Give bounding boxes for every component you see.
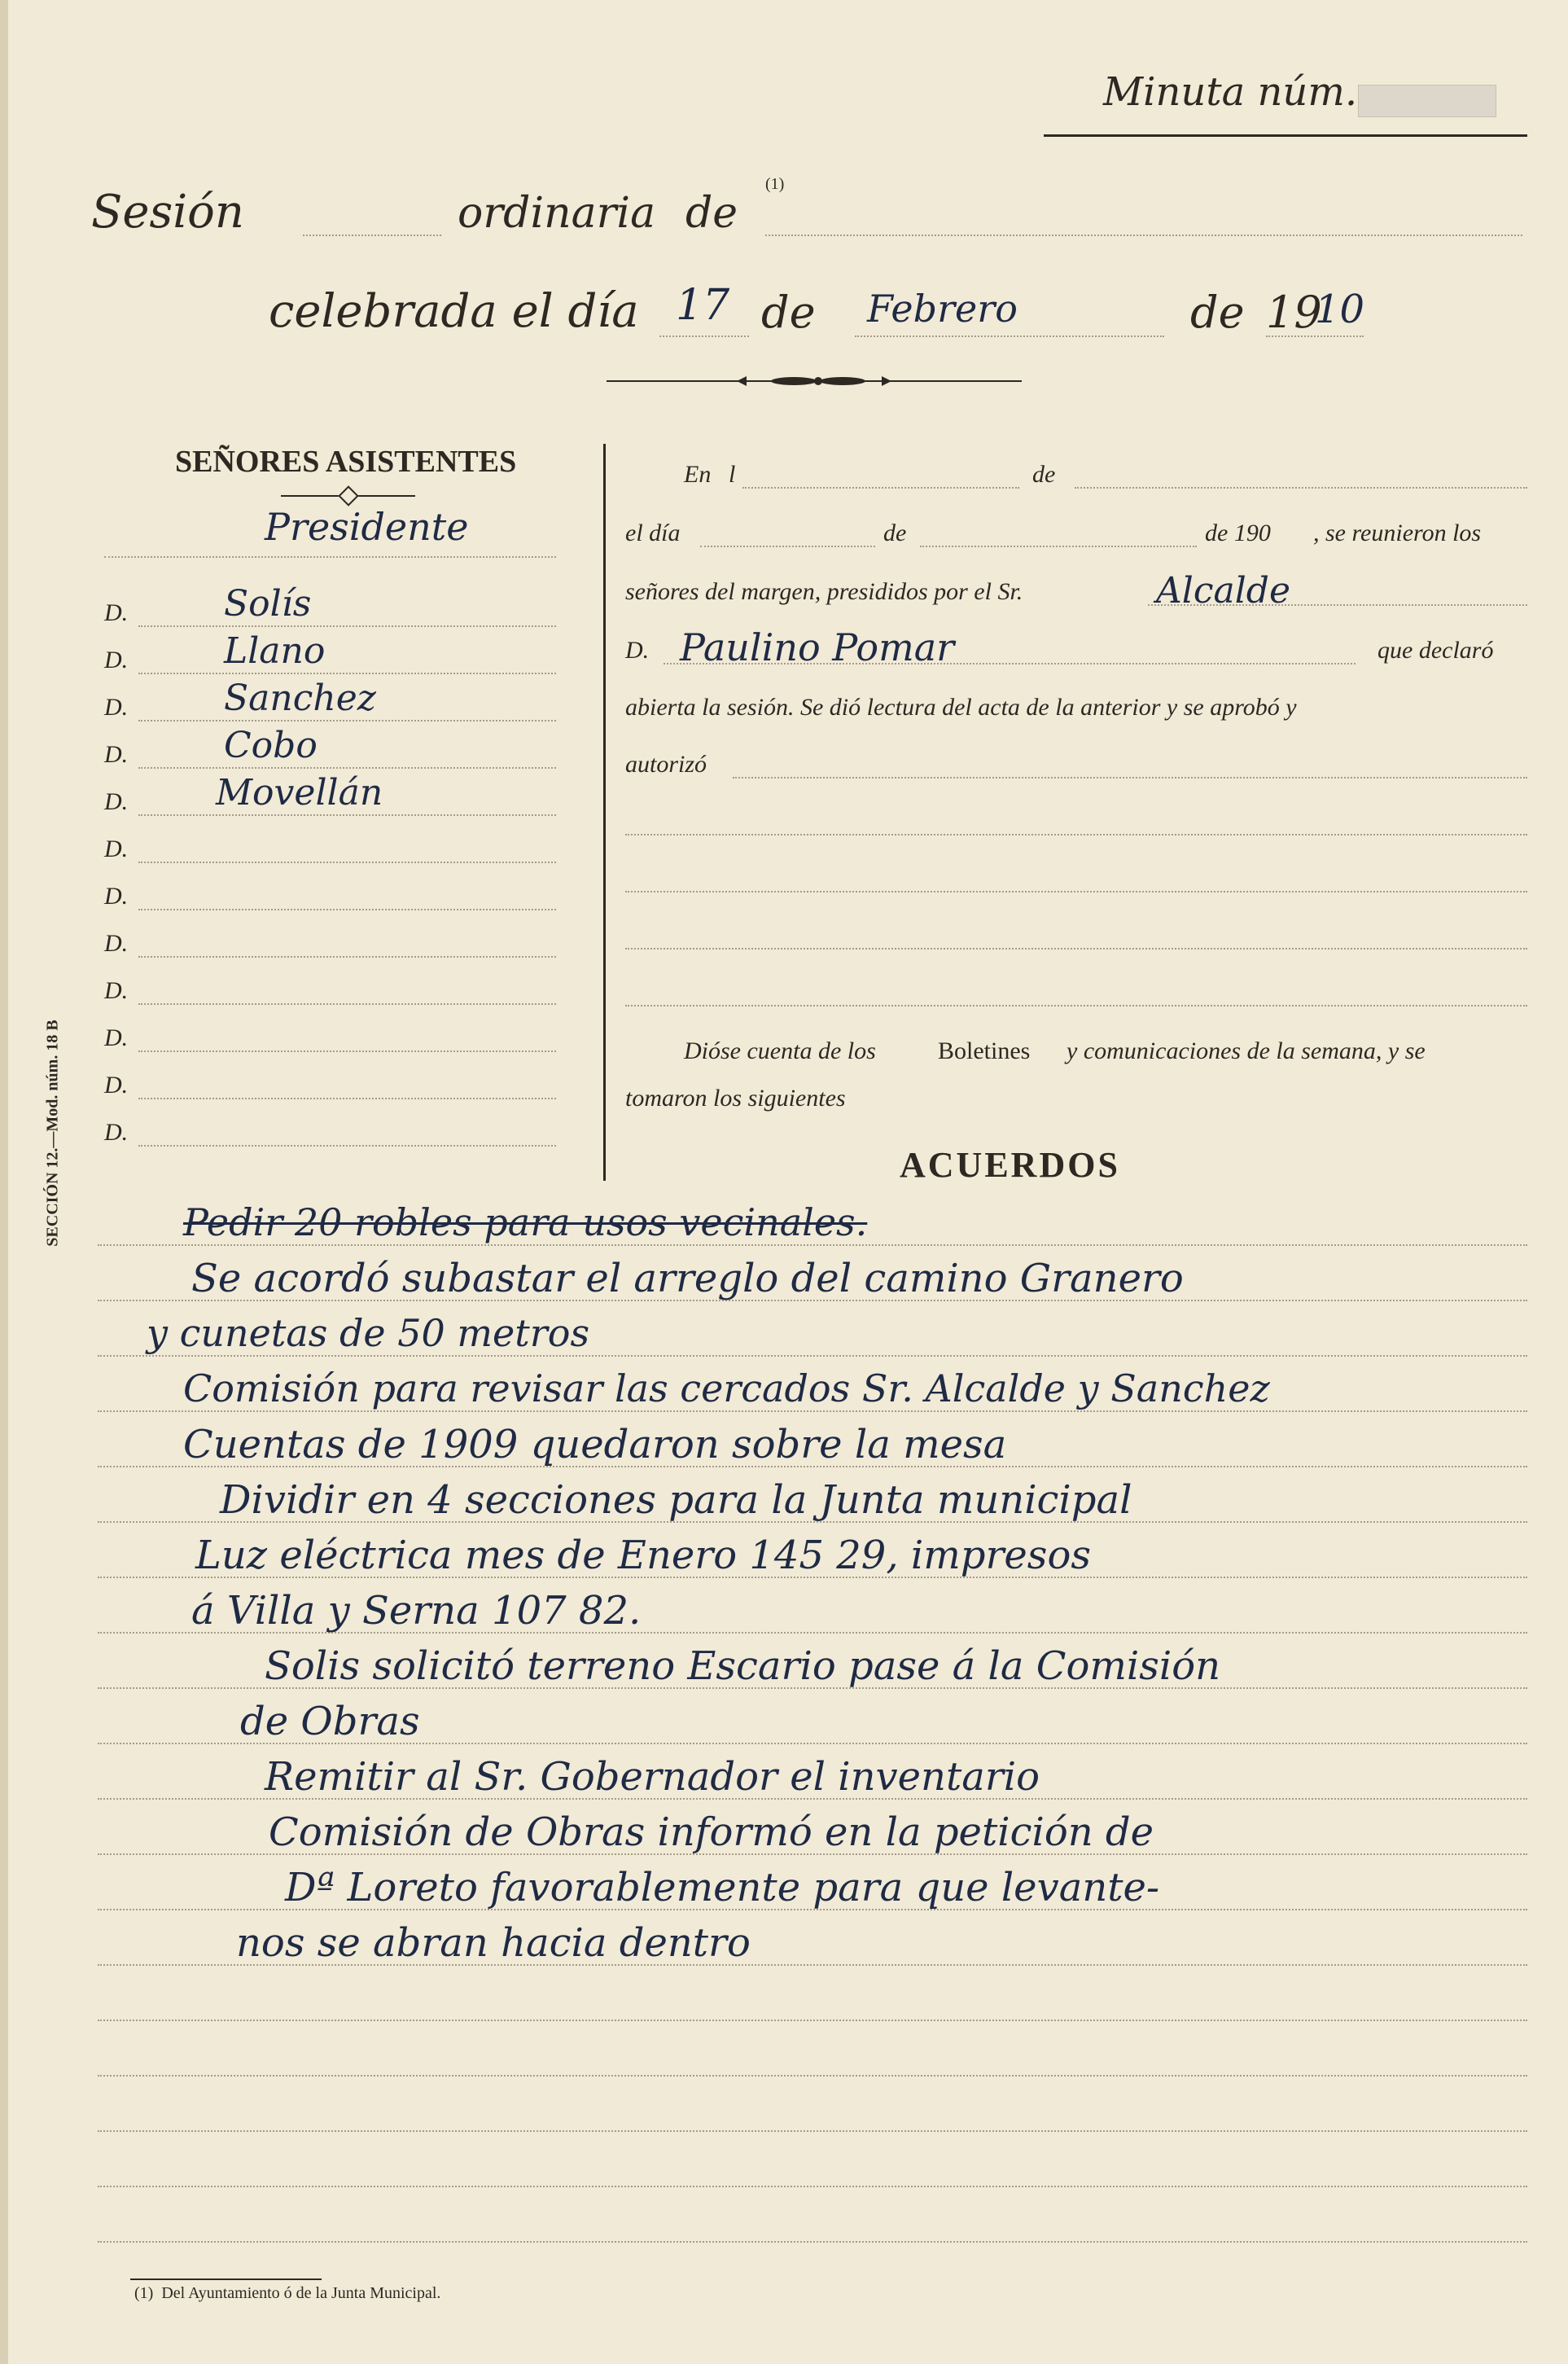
asistente-rule xyxy=(138,1003,556,1005)
acta-rule xyxy=(733,777,1527,778)
acuerdo-line: Se acordó subastar el arreglo del camino Granero xyxy=(191,1256,1184,1301)
acuerdos-rule xyxy=(98,1355,1527,1357)
asistente-rule xyxy=(138,1145,556,1147)
acta-rule xyxy=(920,546,1197,547)
acta-boletines: Boletines xyxy=(938,1037,1031,1064)
acuerdos-heading: ACUERDOS xyxy=(900,1145,1120,1185)
presidente-label: Presidente xyxy=(265,505,469,549)
acta-senores-line: señores del margen, presididos por el Sr. xyxy=(625,578,1023,605)
title-month: Febrero xyxy=(867,287,1018,331)
asistente-rule xyxy=(138,1050,556,1052)
asistente-d-label: D. xyxy=(104,1072,129,1099)
acuerdo-line: nos se abran hacia dentro xyxy=(236,1920,751,1966)
acta-presidente-cargo: Alcalde xyxy=(1156,570,1290,612)
asistente-d-label: D. xyxy=(104,836,129,862)
page-left-edge xyxy=(0,0,8,2364)
title-month-rule xyxy=(855,336,1164,337)
acuerdo-line: á Villa y Serna 107 82. xyxy=(191,1588,642,1634)
acuerdo-line: Solis solicitó terreno Escario pase á la Comisión xyxy=(265,1643,1221,1689)
acta-d-label: D. xyxy=(625,637,650,664)
title-year-prefix: 19 xyxy=(1266,287,1322,338)
minuta-label: Minuta núm. xyxy=(1103,69,1358,115)
acta-rule xyxy=(625,1005,1527,1007)
acta-rule xyxy=(625,891,1527,893)
acuerdo-line: Comisión de Obras informó en la petición de xyxy=(269,1809,1154,1855)
asistente-rule xyxy=(138,862,556,863)
footnote-text: (1) Del Ayuntamiento ó de la Junta Municipal. xyxy=(134,2284,441,2302)
asistente-rule xyxy=(138,1098,556,1099)
title-de-2: de xyxy=(761,287,816,338)
asistente-name: Llano xyxy=(224,630,326,672)
acta-rule xyxy=(625,948,1527,950)
asistente-d-label: D. xyxy=(104,977,129,1004)
asistente-rule xyxy=(138,814,556,816)
title-day: 17 xyxy=(676,281,730,330)
asistente-rule xyxy=(138,956,556,958)
acta-reunieron: , se reunieron los xyxy=(1313,520,1482,546)
asistente-d-label: D. xyxy=(104,1024,129,1051)
acuerdo-line: Dª Loreto favorablemente para que levante- xyxy=(285,1865,1160,1910)
footnote-rule xyxy=(130,2278,322,2280)
acta-rule xyxy=(1075,487,1527,489)
title-celebrada: celebrada el día xyxy=(269,285,639,338)
asistente-d-label: D. xyxy=(104,694,129,721)
acta-que-declaro: que declaró xyxy=(1377,637,1494,664)
asistente-name: Movellán xyxy=(216,772,383,814)
asistente-rule xyxy=(138,909,556,910)
acta-rule xyxy=(1148,604,1527,606)
acuerdos-rule xyxy=(98,1244,1527,1246)
asistente-d-label: D. xyxy=(104,647,129,673)
column-divider xyxy=(603,444,606,1181)
acta-rule xyxy=(700,546,875,547)
title-rule-1 xyxy=(303,235,441,236)
acuerdo-line: de Obras xyxy=(240,1699,420,1744)
presidente-rule xyxy=(104,556,556,558)
acta-en-label: En xyxy=(684,461,712,488)
asistente-name: Solís xyxy=(224,583,312,625)
minuta-number-box xyxy=(1358,85,1496,117)
asistente-rule xyxy=(138,625,556,627)
acuerdo-line: y cunetas de 50 metros xyxy=(147,1311,590,1355)
acuerdos-rule xyxy=(98,2075,1527,2077)
acta-presidente-nombre: Paulino Pomar xyxy=(680,625,955,669)
acta-de-a: de xyxy=(1032,461,1056,488)
asistente-d-label: D. xyxy=(104,883,129,910)
acta-tomaron: tomaron los siguientes xyxy=(625,1085,846,1112)
acuerdos-rule xyxy=(98,2186,1527,2187)
minuta-underline xyxy=(1044,134,1527,137)
acuerdos-rule xyxy=(98,2241,1527,2243)
asistente-d-label: D. xyxy=(104,1119,129,1146)
acta-de-190: de 190 xyxy=(1205,520,1271,546)
acta-diose-part2: y comunicaciones de la semana, y se xyxy=(1067,1037,1426,1064)
acuerdos-rule xyxy=(98,2130,1527,2132)
asistente-name: Sanchez xyxy=(224,678,376,719)
asistente-rule xyxy=(138,720,556,721)
title-sesion: Sesión xyxy=(91,186,244,239)
acuerdos-rule xyxy=(98,1410,1527,1412)
acta-el-dia: el día xyxy=(625,520,681,546)
asistente-rule xyxy=(138,767,556,769)
ornament-divider xyxy=(607,373,1022,389)
acuerdo-line: Pedir 20 robles para usos vecinales. xyxy=(183,1200,868,1244)
asistente-name: Cobo xyxy=(224,725,318,766)
acuerdo-line: Luz eléctrica mes de Enero 145 29, impresos xyxy=(195,1533,1091,1578)
title-year-rule xyxy=(1266,336,1364,337)
acta-abierta: abierta la sesión. Se dió lectura del acta de la anterior y se aprobó y xyxy=(625,694,1297,721)
acta-diose-part1: Dióse cuenta de los xyxy=(684,1037,876,1064)
acta-rule xyxy=(742,487,1019,489)
title-de-3: de xyxy=(1190,287,1245,338)
asistentes-heading-ornament xyxy=(338,485,358,506)
title-year-hand: 10 xyxy=(1315,287,1365,332)
title-day-rule xyxy=(659,336,749,337)
side-print: SECCIÓN 12.—Mod. núm. 18 B xyxy=(43,1020,62,1247)
asistente-d-label: D. xyxy=(104,930,129,957)
acuerdos-rule xyxy=(98,2020,1527,2021)
asistente-d-label: D. xyxy=(104,599,129,626)
acta-rule xyxy=(664,663,1356,664)
title-de-1: de xyxy=(685,189,738,238)
asistente-d-label: D. xyxy=(104,788,129,815)
acta-de-b: de xyxy=(883,520,907,546)
footnote-mark: (1) xyxy=(765,175,785,193)
acta-rule xyxy=(625,834,1527,836)
acuerdo-line: Comisión para revisar las cercados Sr. Alcalde y Sanchez xyxy=(183,1366,1270,1410)
asistente-rule xyxy=(138,673,556,674)
acuerdo-line: Cuentas de 1909 quedaron sobre la mesa xyxy=(183,1422,1007,1467)
title-rule-2 xyxy=(765,235,1522,236)
acuerdo-line: Remitir al Sr. Gobernador el inventario xyxy=(265,1754,1040,1800)
title-ordinaria: ordinaria xyxy=(458,189,656,238)
asistentes-heading: SEÑORES ASISTENTES xyxy=(175,445,517,479)
acuerdo-line: Dividir en 4 secciones para la Junta municipal xyxy=(220,1477,1132,1523)
acta-autorizo: autorizó xyxy=(625,751,707,778)
asistente-d-label: D. xyxy=(104,741,129,768)
acta-en-value: l xyxy=(729,461,736,488)
